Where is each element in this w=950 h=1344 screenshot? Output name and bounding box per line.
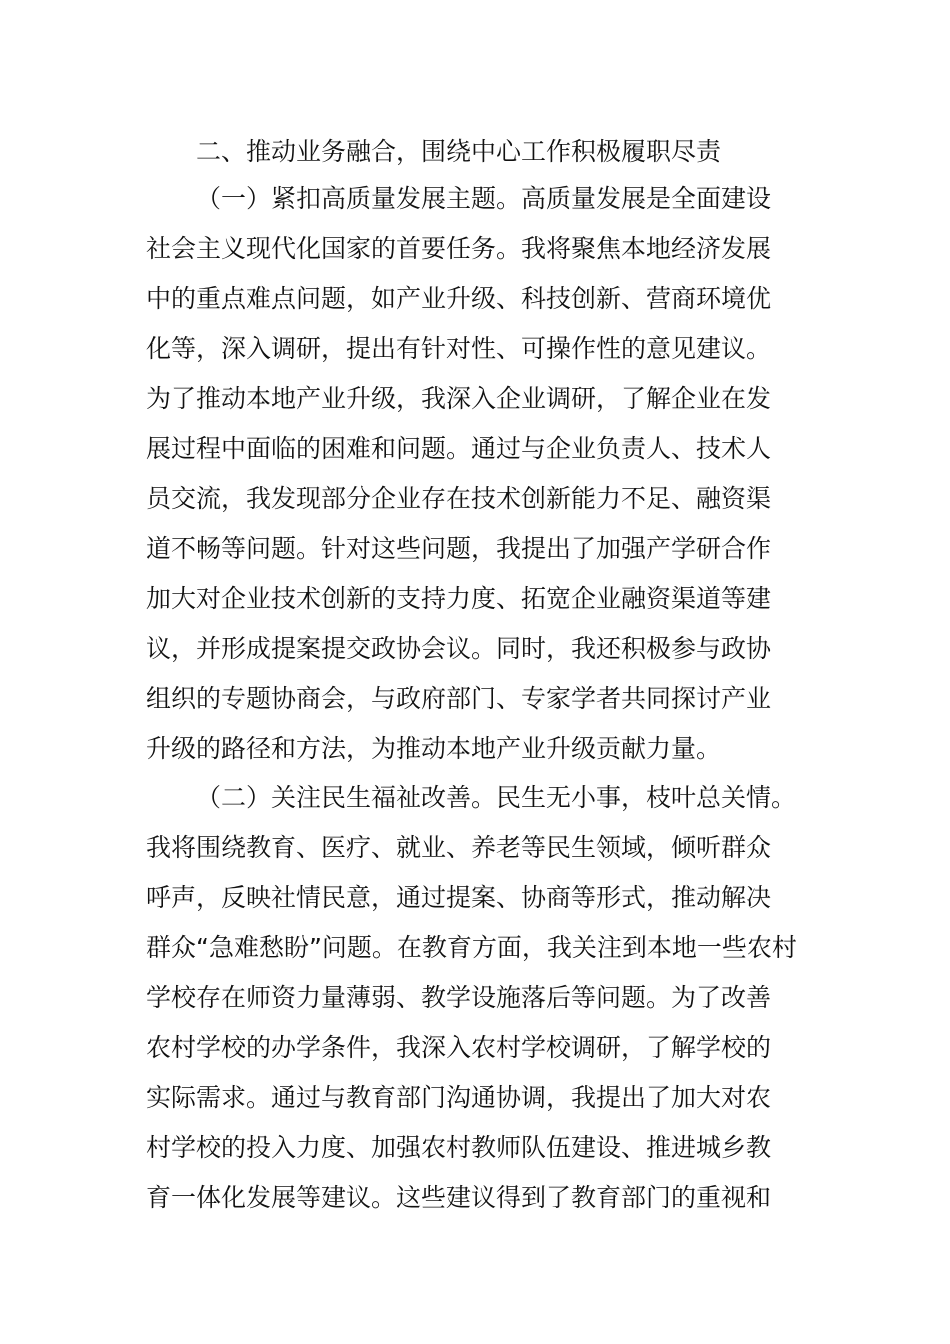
paragraph-line: （二）关注民生福祉改善。民生无小事，枝叶总关情。	[196, 783, 797, 812]
paragraph-line: 社会主义现代化国家的首要任务。我将聚焦本地经济发展	[146, 234, 772, 263]
paragraph-line: 化等，深入调研，提出有针对性、可操作性的意见建议。	[146, 334, 772, 363]
paragraph-line: 展过程中面临的困难和问题。通过与企业负责人、技术人	[146, 434, 772, 463]
section-heading: 二、推动业务融合，围绕中心工作积极履职尽责	[196, 137, 722, 166]
paragraph-line: 组织的专题协商会，与政府部门、专家学者共同探讨产业	[146, 684, 772, 713]
paragraph-line: 学校存在师资力量薄弱、教学设施落后等问题。为了改善	[146, 983, 772, 1012]
paragraph-line: 升级的路径和方法，为推动本地产业升级贡献力量。	[146, 734, 722, 763]
paragraph-line: 农村学校的办学条件，我深入农村学校调研，了解学校的	[146, 1033, 772, 1062]
paragraph-line: 加大对企业技术创新的支持力度、拓宽企业融资渠道等建	[146, 584, 772, 613]
paragraph-line: 议，并形成提案提交政协会议。同时，我还积极参与政协	[146, 634, 772, 663]
paragraph-line: 我将围绕教育、医疗、就业、养老等民生领域，倾听群众	[146, 833, 772, 862]
paragraph-high-quality-development	[146, 174, 826, 774]
paragraph-line: （一）紧扣高质量发展主题。高质量发展是全面建设	[196, 184, 772, 213]
paragraph-line: 员交流，我发现部分企业存在技术创新能力不足、融资渠	[146, 484, 772, 513]
paragraph-line: 中的重点难点问题，如产业升级、科技创新、营商环境优	[146, 284, 772, 313]
paragraph-line: 育一体化发展等建议。这些建议得到了教育部门的重视和	[146, 1183, 772, 1212]
paragraph-line: 群众“急难愁盼”问题。在教育方面，我关注到本地一些农村	[146, 933, 797, 962]
paragraph-livelihood	[146, 773, 826, 1223]
paragraph-line: 为了推动本地产业升级，我深入企业调研，了解企业在发	[146, 384, 772, 413]
paragraph-line: 呼声，反映社情民意，通过提案、协商等形式，推动解决	[146, 883, 772, 912]
paragraph-line: 村学校的投入力度、加强农村教师队伍建设、推进城乡教	[146, 1133, 772, 1162]
paragraph-line: 道不畅等问题。针对这些问题，我提出了加强产学研合作	[146, 534, 772, 563]
paragraph-line: 实际需求。通过与教育部门沟通协调，我提出了加大对农	[146, 1083, 772, 1112]
